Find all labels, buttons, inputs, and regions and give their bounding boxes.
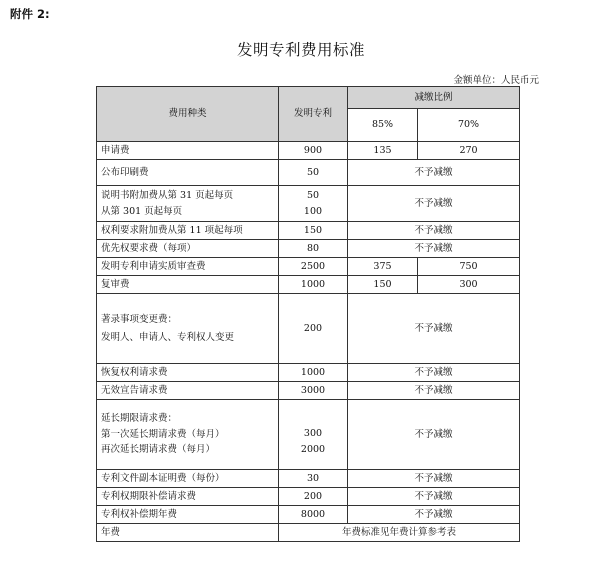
fee-amount: 1000 — [279, 276, 348, 294]
table-row — [97, 222, 520, 240]
fee-amount-line: 2000 — [300, 443, 326, 455]
table-row — [97, 294, 520, 364]
reduced-70: 300 — [418, 276, 520, 294]
fee-name-line: 发明人、申请人、专利权人变更 — [101, 331, 235, 343]
page-title: 发明专利费用标准 — [236, 41, 365, 59]
fee-amount: 200 — [279, 488, 348, 506]
table-row — [97, 258, 520, 276]
table-row — [97, 276, 520, 294]
table-row — [97, 160, 520, 186]
fee-amount — [279, 186, 348, 222]
fee-name — [97, 400, 279, 470]
no-reduction: 不予减缴 — [348, 506, 520, 524]
fee-name: 无效宣告请求费 — [97, 382, 279, 400]
fee-name — [97, 186, 279, 222]
fee-amount: 200 — [279, 294, 348, 364]
header-reduction-ratio: 减缴比例 — [348, 87, 520, 109]
table-row — [97, 400, 520, 470]
fee-name-line: 说明书附加费从第 31 页起每页 — [101, 189, 234, 201]
fee-amount: 50 — [279, 160, 348, 186]
fee-name-line: 从第 301 页起每页 — [101, 205, 183, 217]
fee-amount — [279, 400, 348, 470]
fee-amount: 3000 — [279, 382, 348, 400]
fee-amount: 30 — [279, 470, 348, 488]
no-reduction: 不予减缴 — [348, 222, 520, 240]
fee-name-line: 再次延长期请求费（每月） — [101, 444, 216, 456]
table-row — [97, 186, 520, 222]
fee-amount-line: 50 — [306, 189, 320, 201]
reduced-85: 135 — [348, 142, 418, 160]
currency-unit: 金额单位：人民币元 — [453, 75, 539, 86]
fee-name: 权利要求附加费从第 11 项起每项 — [97, 222, 279, 240]
fee-amount: 150 — [279, 222, 348, 240]
fee-amount-line: 100 — [303, 205, 323, 217]
fee-name-line: 延长期限请求费： — [101, 412, 178, 424]
no-reduction: 不予减缴 — [348, 382, 520, 400]
table-row — [97, 142, 520, 160]
table-row — [97, 382, 520, 400]
table-row — [97, 488, 520, 506]
annual-fee-note: 年费标准见年费计算参考表 — [279, 524, 520, 542]
fee-table — [96, 86, 520, 542]
reduced-70: 270 — [418, 142, 520, 160]
fee-name: 专利权补偿期年费 — [97, 506, 279, 524]
no-reduction: 不予减缴 — [348, 470, 520, 488]
no-reduction: 不予减缴 — [348, 400, 520, 470]
fee-amount: 1000 — [279, 364, 348, 382]
header-70-percent: 70% — [418, 109, 520, 142]
fee-amount: 80 — [279, 240, 348, 258]
fee-name: 恢复权利请求费 — [97, 364, 279, 382]
no-reduction: 不予减缴 — [348, 186, 520, 222]
table-row — [97, 364, 520, 382]
table-row — [97, 506, 520, 524]
header-fee-type: 费用种类 — [97, 87, 279, 142]
fee-name: 复审费 — [97, 276, 279, 294]
reduced-70: 750 — [418, 258, 520, 276]
table-row — [97, 524, 520, 542]
fee-amount: 900 — [279, 142, 348, 160]
fee-name: 专利权期限补偿请求费 — [97, 488, 279, 506]
fee-name: 年费 — [97, 524, 279, 542]
table-row — [97, 470, 520, 488]
no-reduction: 不予减缴 — [348, 488, 520, 506]
fee-amount: 8000 — [279, 506, 348, 524]
attachment-label: 附件 2: — [10, 7, 50, 21]
fee-name: 公布印刷费 — [97, 160, 279, 186]
no-reduction: 不予减缴 — [348, 160, 520, 186]
fee-name-line: 第一次延长期请求费（每月） — [101, 428, 225, 440]
fee-amount-line: 300 — [303, 427, 323, 439]
no-reduction: 不予减缴 — [348, 364, 520, 382]
no-reduction: 不予减缴 — [348, 240, 520, 258]
table-header-row — [97, 87, 520, 109]
reduced-85: 150 — [348, 276, 418, 294]
fee-name: 优先权要求费（每项） — [97, 240, 279, 258]
fee-amount: 2500 — [279, 258, 348, 276]
table-row — [97, 240, 520, 258]
header-invention-patent: 发明专利 — [279, 87, 348, 142]
fee-name-line: 著录事项变更费： — [101, 313, 178, 325]
reduced-85: 375 — [348, 258, 418, 276]
fee-name: 发明专利申请实质审查费 — [97, 258, 279, 276]
header-85-percent: 85% — [348, 109, 418, 142]
fee-name: 专利文件副本证明费（每份） — [97, 470, 279, 488]
fee-name — [97, 294, 279, 364]
fee-name: 申请费 — [97, 142, 279, 160]
no-reduction: 不予减缴 — [348, 294, 520, 364]
